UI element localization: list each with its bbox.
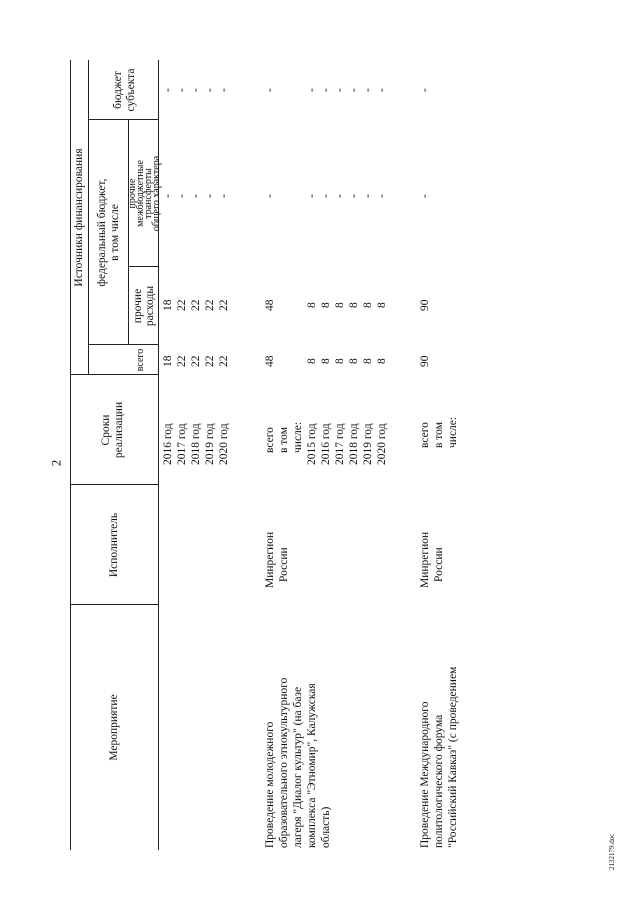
row2-event: Проведение Международного	[419, 701, 431, 848]
row2-transfers: -	[419, 194, 431, 198]
row1-other-expenses: 8	[306, 302, 318, 308]
top-other-expenses: 22	[218, 299, 230, 311]
top-subject: -	[204, 88, 216, 92]
row2-other-expenses: 90	[419, 299, 431, 311]
top-transfers: -	[162, 194, 174, 198]
row2-event: "Российский Кавказ" (с проведением	[447, 666, 459, 848]
row1-total: 8	[306, 358, 318, 364]
row1-subject: -	[362, 88, 374, 92]
row1-term: 2016 год	[320, 423, 332, 465]
row1-transfers: -	[264, 194, 276, 198]
row1-total: 8	[334, 358, 346, 364]
header-other-transfers-4: общего характера	[151, 155, 162, 232]
top-subject: -	[218, 88, 230, 92]
row1-term: 2017 год	[334, 423, 346, 465]
top-total: 22	[204, 355, 216, 367]
top-total: 22	[176, 355, 188, 367]
row1-event: лагеря "Диалог культур" (на базе	[292, 686, 304, 848]
row1-other-expenses: 8	[362, 302, 374, 308]
header-subject-2: субъекта	[125, 68, 137, 112]
page-number: 2	[48, 459, 64, 467]
row1-other-expenses: 8	[376, 302, 388, 308]
top-total: 22	[218, 355, 230, 367]
row1-other-expenses: 48	[264, 299, 276, 311]
row1-subject: -	[320, 88, 332, 92]
top-term: 2017 год	[176, 423, 188, 465]
header-other-expenses-2: расходы	[144, 285, 156, 327]
row1-subject: -	[306, 88, 318, 92]
row1-transfers: -	[362, 194, 374, 198]
table-top-rule	[70, 60, 71, 850]
row1-event: область)	[320, 806, 332, 848]
row1-event: комплекса "Этномир", Калужская	[306, 683, 318, 848]
row1-term: 2015 год	[306, 423, 318, 465]
header-other-transfers-2: межбюджетные	[135, 160, 146, 227]
header-total: всего	[135, 348, 146, 372]
row1-term: всего	[264, 427, 276, 453]
top-total: 22	[190, 355, 202, 367]
row1-transfers: -	[348, 194, 360, 198]
row1-total: 8	[376, 358, 388, 364]
top-term: 2020 год	[218, 423, 230, 465]
row2-executor: России	[433, 547, 445, 582]
row2-term: числе:	[447, 416, 459, 448]
row2-subject: -	[419, 88, 431, 92]
header-other-transfers-3: трансферты	[143, 168, 154, 219]
row1-transfers: -	[320, 194, 332, 198]
top-term: 2018 год	[190, 423, 202, 465]
row1-other-expenses: 8	[348, 302, 360, 308]
row1-other-expenses: 8	[334, 302, 346, 308]
row1-total: 8	[362, 358, 374, 364]
row1-subject: -	[264, 88, 276, 92]
top-other-expenses: 22	[190, 299, 202, 311]
row1-term: 2019 год	[362, 423, 374, 465]
header-sources: Источники финансирования	[73, 148, 85, 287]
top-term: 2019 год	[204, 423, 216, 465]
row2-term: в том	[433, 422, 445, 448]
row1-other-expenses: 8	[320, 302, 332, 308]
row1-total: 8	[348, 358, 360, 364]
row1-event: образовательного этнокультурного	[278, 677, 290, 848]
row1-event: Проведение молодежного	[264, 721, 276, 848]
row1-transfers: -	[376, 194, 388, 198]
row1-term: в том	[278, 427, 290, 453]
row1-subject: -	[348, 88, 360, 92]
row1-transfers: -	[334, 194, 346, 198]
top-other-expenses: 18	[162, 299, 174, 311]
row1-total: 8	[320, 358, 332, 364]
row1-total: 48	[264, 355, 276, 367]
row1-transfers: -	[306, 194, 318, 198]
header-other-expenses-1: прочие	[132, 288, 144, 324]
top-other-expenses: 22	[176, 299, 188, 311]
row2-event: политологического форума	[433, 714, 445, 848]
header-subject-1: бюджет	[112, 71, 124, 109]
header-terms-2: реализации	[113, 401, 125, 459]
header-event: Мероприятие	[108, 694, 120, 761]
top-transfers: -	[204, 194, 216, 198]
top-term: 2016 год	[162, 423, 174, 465]
top-subject: -	[190, 88, 202, 92]
row1-executor: России	[278, 547, 290, 582]
row1-term: числе:	[292, 421, 304, 453]
top-total: 18	[162, 355, 174, 367]
row2-term: всего	[419, 422, 431, 448]
header-executor: Исполнитель	[108, 512, 120, 578]
top-transfers: -	[190, 194, 202, 198]
header-other-transfers-1: прочие	[127, 178, 138, 209]
row1-subject: -	[376, 88, 388, 92]
header-federal-2: в том числе	[109, 204, 121, 261]
top-other-expenses: 22	[204, 299, 216, 311]
top-subject: -	[176, 88, 188, 92]
top-transfers: -	[176, 194, 188, 198]
row2-total: 90	[419, 355, 431, 367]
row2-executor: Минрегион	[419, 531, 431, 588]
header-federal-1: федеральный бюджет,	[96, 178, 108, 287]
financing-table	[70, 60, 470, 850]
row1-subject: -	[334, 88, 346, 92]
header-terms-1: Сроки	[100, 414, 112, 446]
row1-executor: Минрегион	[264, 531, 276, 588]
top-subject: -	[162, 88, 174, 92]
sources-rule	[88, 60, 89, 375]
top-transfers: -	[218, 194, 230, 198]
row1-term: 2018 год	[348, 423, 360, 465]
footer-filename: 2132179.doc	[608, 833, 616, 870]
row1-term: 2020 год	[376, 423, 388, 465]
